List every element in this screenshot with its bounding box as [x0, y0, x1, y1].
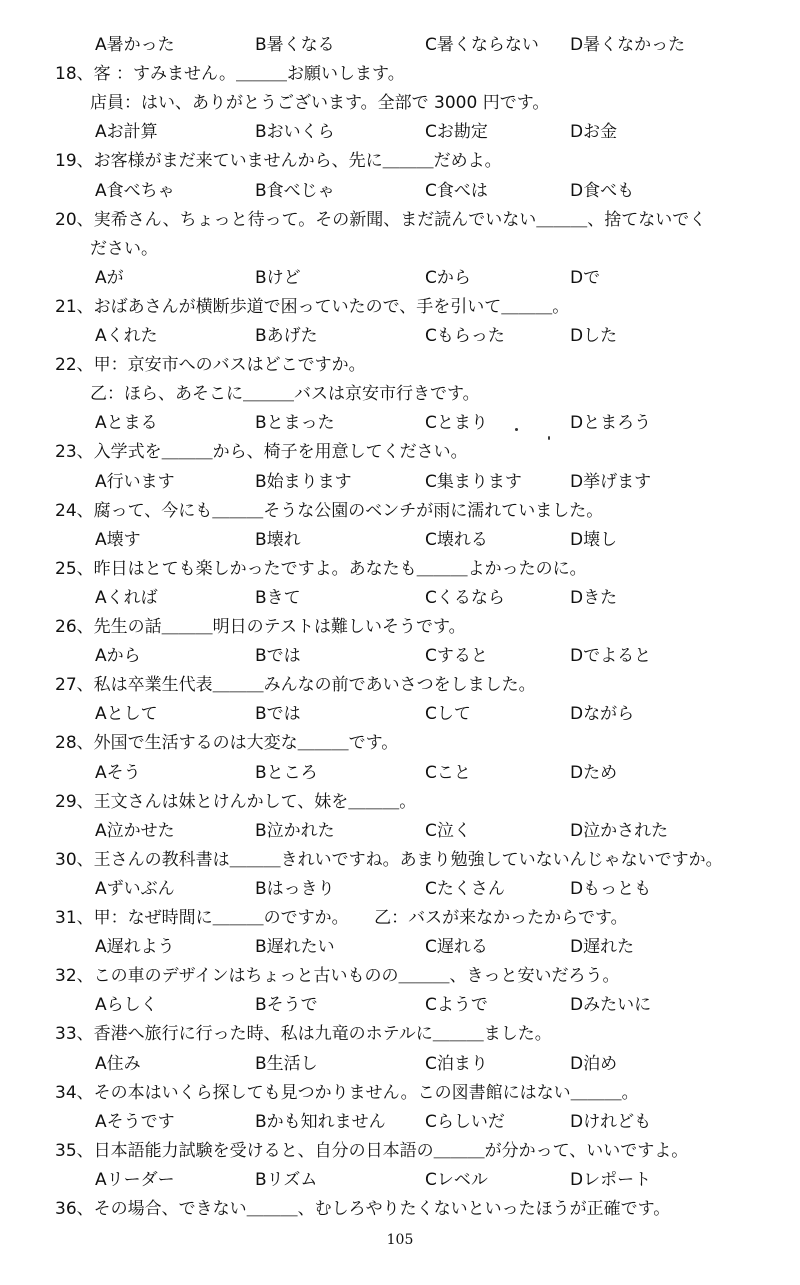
- options-row: [0, 33, 800, 57]
- option-c: Cすると: [425, 646, 488, 666]
- option-d: D暑くなかった: [570, 35, 686, 55]
- question-text: 20、実希さん、ちょっと待って。その新聞、まだ読んでいない＿＿＿、捨てないでく: [55, 210, 707, 230]
- question-text: 24、腐って、今にも＿＿＿そうな公園のベンチが雨に濡れていました。: [55, 501, 604, 521]
- option-a: A泣かせた: [95, 821, 175, 841]
- option-b: Bでは: [255, 646, 301, 666]
- option-d: Dけれども: [570, 1112, 652, 1132]
- option-c: C暑くならない: [425, 35, 539, 55]
- option-c: Cこと: [425, 763, 471, 783]
- question-text: 35、日本語能力試験を受けると、自分の日本語の＿＿＿が分かって、いいですよ。: [55, 1141, 689, 1161]
- option-c: Cして: [425, 704, 471, 724]
- option-d: Dでよると: [570, 646, 652, 666]
- option-a: Aリーダー: [95, 1170, 175, 1190]
- options-row: [0, 877, 800, 901]
- option-d: Dした: [570, 326, 618, 346]
- option-d: D食べも: [570, 181, 635, 201]
- option-c: Cお勘定: [425, 122, 488, 142]
- question-continuation: ださい。: [90, 239, 158, 259]
- option-c: C遅れる: [425, 937, 488, 957]
- option-b: B遅れたい: [255, 937, 335, 957]
- question-text: 33、香港へ旅行に行った時、私は九竜のホテルに＿＿＿ました。: [55, 1024, 552, 1044]
- option-c: Cレベル: [425, 1170, 488, 1190]
- options-row: [0, 702, 800, 726]
- option-d: D挙げます: [570, 472, 652, 492]
- option-b: Bそうで: [255, 995, 318, 1015]
- option-a: Aとまる: [95, 413, 158, 433]
- question-continuation: 乙：ほら、あそこに＿＿＿バスは京安市行きです。: [90, 384, 480, 404]
- question-text: 23、入学式を＿＿＿から、椅子を用意してください。: [55, 442, 468, 462]
- option-a: Aそうです: [95, 1112, 175, 1132]
- option-d: Dきた: [570, 588, 618, 608]
- options-row: [0, 935, 800, 959]
- options-row: [0, 324, 800, 348]
- options-row: [0, 470, 800, 494]
- option-a: A行います: [95, 472, 175, 492]
- question-text: 18、客 ：すみません。＿＿＿お願いします。: [55, 64, 405, 84]
- question-text: 19、お客様がまだ来ていませんから、先に＿＿＿だめよ。: [55, 151, 502, 171]
- option-a: Aが: [95, 268, 124, 288]
- question-text: 32、この車のデザインはちょっと古いものの＿＿＿、きっと安いだろう。: [55, 966, 620, 986]
- scan-speck: [548, 436, 550, 440]
- option-b: Bあげた: [255, 326, 318, 346]
- option-d: D泊め: [570, 1054, 618, 1074]
- option-a: Aずいぶん: [95, 879, 175, 899]
- option-c: C壊れる: [425, 530, 488, 550]
- option-b: Bきて: [255, 588, 301, 608]
- option-b: Bおいくら: [255, 122, 335, 142]
- option-b: B暑くなる: [255, 35, 335, 55]
- option-c: Cくるなら: [425, 588, 505, 608]
- options-row: [0, 761, 800, 785]
- option-a: Aらしく: [95, 995, 158, 1015]
- option-a: Aそう: [95, 763, 141, 783]
- options-row: [0, 993, 800, 1017]
- options-row: [0, 120, 800, 144]
- option-d: Dため: [570, 763, 618, 783]
- option-c: C泣く: [425, 821, 471, 841]
- option-b: Bところ: [255, 763, 318, 783]
- option-d: Dながら: [570, 704, 635, 724]
- option-b: Bでは: [255, 704, 301, 724]
- option-d: D壊し: [570, 530, 618, 550]
- option-b: Bとまった: [255, 413, 335, 433]
- question-text: 31、甲：なぜ時間に＿＿＿のですか。 乙：バスが来なかったからです。: [55, 908, 628, 928]
- option-b: Bけど: [255, 268, 301, 288]
- options-row: [0, 528, 800, 552]
- option-c: C集まります: [425, 472, 522, 492]
- option-b: B生活し: [255, 1054, 318, 1074]
- question-text: 29、王文さんは妹とけんかして、妹を＿＿＿。: [55, 792, 417, 812]
- option-b: B壊れ: [255, 530, 301, 550]
- option-b: Bリズム: [255, 1170, 318, 1190]
- option-c: Cようで: [425, 995, 488, 1015]
- option-a: Aとして: [95, 704, 158, 724]
- option-a: A遅れよう: [95, 937, 175, 957]
- option-c: C泊まり: [425, 1054, 488, 1074]
- question-continuation: 店員：はい、ありがとうございます。全部で 3000 円です。: [90, 93, 550, 113]
- option-d: Dレポート: [570, 1170, 652, 1190]
- option-d: Dお金: [570, 122, 618, 142]
- question-text: 21、おばあさんが横断歩道で困っていたので、手を引いて＿＿＿。: [55, 297, 570, 317]
- question-text: 25、昨日はとても楽しかったですよ。あなたも＿＿＿よかったのに。: [55, 559, 587, 579]
- options-row: [0, 266, 800, 290]
- options-row: [0, 819, 800, 843]
- options-row: [0, 644, 800, 668]
- option-d: D遅れた: [570, 937, 635, 957]
- question-text: 34、その本はいくら探しても見つかりません。この図書館にはない＿＿＿。: [55, 1083, 639, 1103]
- option-a: Aお計算: [95, 122, 158, 142]
- options-row: [0, 1168, 800, 1192]
- option-c: Cもらった: [425, 326, 505, 346]
- option-b: Bはっきり: [255, 879, 335, 899]
- option-c: Cとまり: [425, 413, 488, 433]
- question-text: 36、その場合、できない＿＿＿、むしろやりたくないといったほうが正確です。: [55, 1199, 671, 1219]
- question-text: 26、先生の話＿＿＿明日のテストは難しいそうです。: [55, 617, 466, 637]
- option-a: A住み: [95, 1054, 141, 1074]
- options-row: [0, 586, 800, 610]
- options-row: [0, 1110, 800, 1134]
- option-d: Dもっとも: [570, 879, 652, 899]
- option-b: B食べじゃ: [255, 181, 335, 201]
- option-a: Aくれた: [95, 326, 158, 346]
- options-row: [0, 411, 800, 435]
- option-a: A食べちゃ: [95, 181, 175, 201]
- scan-speck: [515, 428, 518, 431]
- option-a: A壊す: [95, 530, 141, 550]
- question-text: 27、私は卒業生代表＿＿＿みんなの前であいさつをしました。: [55, 675, 536, 695]
- option-a: Aくれば: [95, 588, 158, 608]
- question-text: 30、王さんの教科書は＿＿＿きれいですね。あまり勉強していないんじゃないですか。: [55, 850, 723, 870]
- option-d: Dで: [570, 268, 601, 288]
- option-c: C食べは: [425, 181, 488, 201]
- options-row: [0, 1052, 800, 1076]
- option-c: Cらしいだ: [425, 1112, 505, 1132]
- question-text: 28、外国で生活するのは大変な＿＿＿です。: [55, 733, 399, 753]
- page-number: 105: [386, 1232, 414, 1248]
- option-d: D泣かされた: [570, 821, 669, 841]
- options-row: [0, 179, 800, 203]
- option-d: Dとまろう: [570, 413, 652, 433]
- option-b: B始まります: [255, 472, 352, 492]
- question-text: 22、甲：京安市へのバスはどこですか。: [55, 355, 366, 375]
- option-d: Dみたいに: [570, 995, 652, 1015]
- option-c: Cから: [425, 268, 471, 288]
- option-a: A暑かった: [95, 35, 175, 55]
- option-c: Cたくさん: [425, 879, 505, 899]
- option-b: B泣かれた: [255, 821, 335, 841]
- option-a: Aから: [95, 646, 141, 666]
- option-b: Bかも知れません: [255, 1112, 386, 1132]
